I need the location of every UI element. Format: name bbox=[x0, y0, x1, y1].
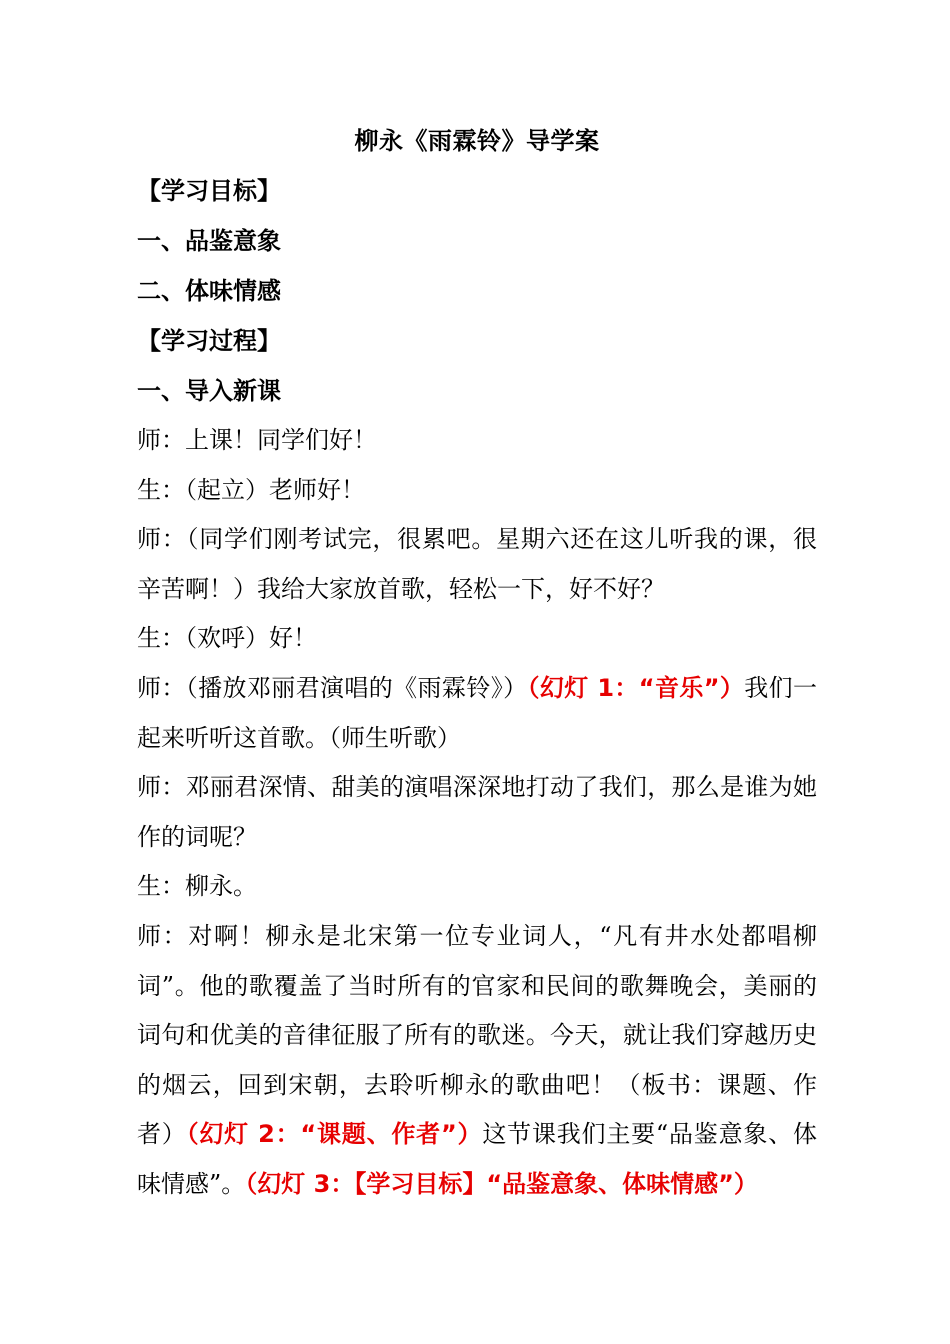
goal-item-2: 二、体味情感 bbox=[137, 277, 281, 305]
goal-item-1: 一、品鉴意象 bbox=[137, 227, 281, 255]
dialogue-text: 师：对啊！柳永是北宋第一位专业词人，“凡有井水处都唱柳词”。他的歌覆盖了当时所有的官家和民间的歌舞晚会，美丽的词句和优美的音律征服了所有的歌迷。今天，就让我们穿越历史的烟云，回到宋朝，去聆听柳永的歌曲吧！（板书：课题、作者） bbox=[137, 921, 817, 1149]
dialogue-student-3: 生：柳永。 bbox=[137, 872, 257, 901]
dialogue-teacher-4: 师：邓丽君深情、甜美的演唱深深地打动了我们，那么是谁为她作的词呢？ bbox=[137, 773, 817, 851]
dialogue-text: 师：（播放邓丽君演唱的《雨霖铃》） bbox=[137, 673, 528, 702]
dialogue-teacher-3 bbox=[137, 664, 817, 763]
goals-heading: 【学习目标】 bbox=[137, 177, 281, 205]
document-page bbox=[137, 116, 817, 1210]
dialogue-teacher-1: 师：上课！同学们好！ bbox=[137, 426, 377, 454]
process-heading: 【学习过程】 bbox=[137, 327, 281, 355]
dialogue-text: 这节课我们主要“品鉴意象、体味情感”。 bbox=[137, 1120, 817, 1198]
dialogue-student-2: 生：（欢呼）好！ bbox=[137, 624, 317, 653]
slide-note-3: （幻灯 3：【学习目标】“品鉴意象、体味情感”） bbox=[245, 1169, 758, 1198]
dialogue-teacher-2: 师：（同学们刚考试完，很累吧。星期六还在这儿听我的课，很辛苦啊！）我给大家放首歌，轻松一下，好不好？ bbox=[137, 525, 817, 603]
dialogue-text: 我们一起来听听这首歌。（师生听歌） bbox=[137, 673, 818, 752]
slide-note-2: （幻灯 2：“课题、作者”） bbox=[186, 1120, 483, 1149]
document-title: 柳永《雨霖铃》导学案 bbox=[354, 127, 600, 155]
slide-note-1: （幻灯 1：“音乐”） bbox=[527, 673, 745, 702]
dialogue-student-1: 生：（起立）老师好！ bbox=[137, 475, 365, 504]
dialogue-teacher-5 bbox=[137, 912, 817, 1210]
section-heading-intro: 一、导入新课 bbox=[137, 377, 281, 405]
